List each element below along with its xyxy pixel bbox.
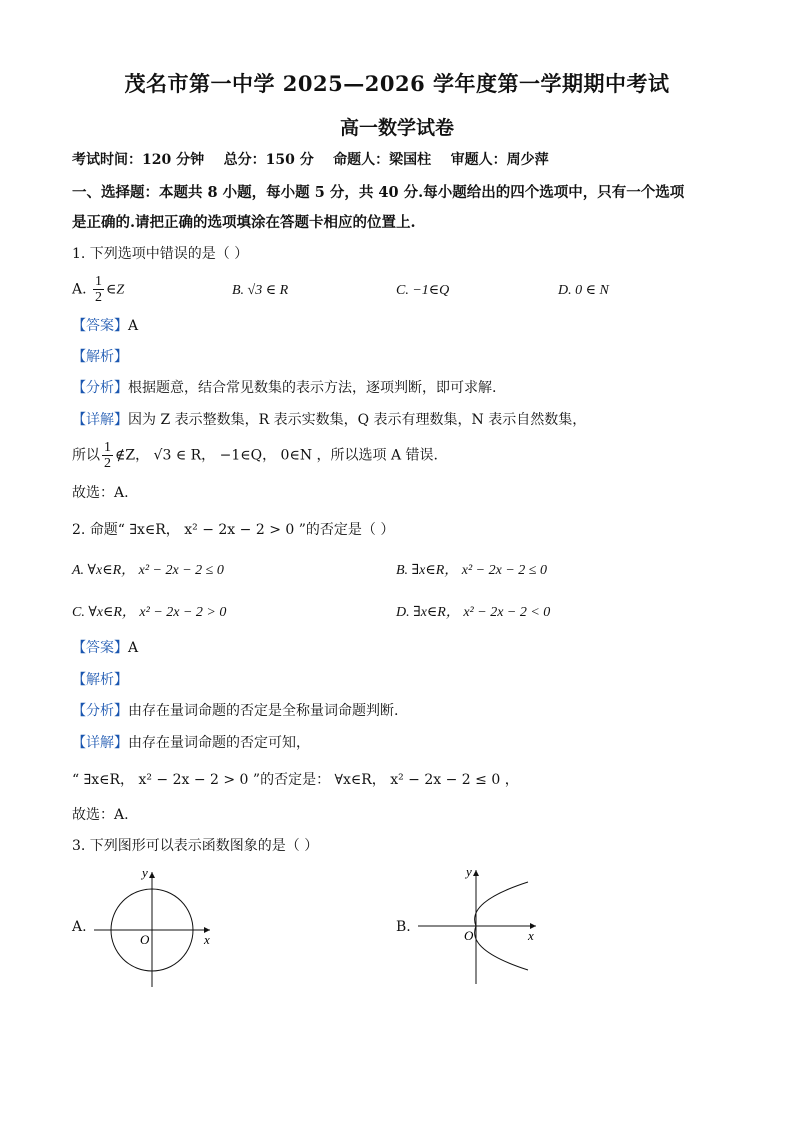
q3-option-b-label: B. [396,919,411,935]
q2-choose: 故选：A. [72,807,129,823]
q2-option-a: A. ∀x∈R， x² − 2x − 2 ≤ 0 [72,563,224,578]
exam-info: 考试时间：120 分钟 总分：150 分 命题人：梁国柱 审题人：周少萍 [72,152,549,168]
fraction: $\frac{1}{2}$ [95,274,103,305]
q1-option-b: B. √3 ∈ R [232,283,289,298]
q2-analysis-tag: 【解析】 [72,672,128,688]
fraction: $\frac{1}{2}$ [104,440,111,471]
q3-stem: 3. 下列图形可以表示函数图象的是（ ） [72,838,319,854]
exam-subtitle: 高一数学试卷 [339,117,454,139]
q1-option-c: C. −1∈Q [396,283,450,298]
q1-choose: 故选：A. [72,485,129,501]
q1-analysis-tag: 【解析】 [72,349,128,365]
x-axis-label: x [528,928,534,943]
circle-graph [92,862,222,992]
q2-option-d: D. ∃x∈R， x² − 2x − 2 < 0 [396,605,551,620]
q2-option-c: C. ∀x∈R， x² − 2x − 2 > 0 [72,605,227,620]
exam-title: 茂名市第一中学 2025—2026 学年度第一学期期中考试 [124,71,670,96]
q2-xiangjie: 【详解】由存在量词命题的否定可知， [72,735,310,751]
q1-option-d: D. 0 ∈ N [558,283,609,298]
x-axis-label: x [204,932,210,947]
q1-answer: 【答案】A [72,318,139,334]
q1-fenxi: 【分析】根据题意，结合常见数集的表示方法，逐项判断，即可求解. [72,380,497,396]
q2-option-b: B. ∃x∈R， x² − 2x − 2 ≤ 0 [396,563,547,578]
origin-label: O [140,932,150,947]
y-axis-label: y [466,864,472,879]
q2-answer: 【答案】A [72,640,139,656]
q1-conclusion: 所以 $\frac{1}{2}$ ∉Z， √3 ∈ R， −1∈Q， 0∈N ，所以选项 A 错误. [72,440,438,471]
q1-xiangjie: 【详解】因为 Z 表示整数集，R 表示实数集，Q 表示有理数集，N 表示自然数集， [72,412,587,428]
q2-fenxi: 【分析】由存在量词命题的否定是全称量词命题判断. [72,703,399,719]
section-heading-line1: 一、选择题：本题共 8 小题，每小题 5 分，共 40 分.每小题给出的四个选项中，只有一个选项 [72,184,685,201]
q1-option-a: A. $\frac{1}{2}$ ∈Z [72,274,125,305]
q2-stem: 2. 命题“ ∃x∈R， x² − 2x − 2 > 0 ”的否定是（ ） [72,522,395,538]
section-heading-line2: 是正确的.请把正确的选项填涂在答题卡相应的位置上. [72,214,416,231]
q2-conclusion: “ ∃x∈R， x² − 2x − 2 > 0 ”的否定是： ∀x∈R， x² − 2x − 2 ≤ 0 ， [72,772,519,788]
origin-label: O [464,928,474,943]
y-axis-label: y [142,865,148,880]
q3-option-a-label: A. [72,919,87,935]
q1-stem: 1. 下列选项中错误的是（ ） [72,246,249,262]
parabola-graph [416,862,546,992]
